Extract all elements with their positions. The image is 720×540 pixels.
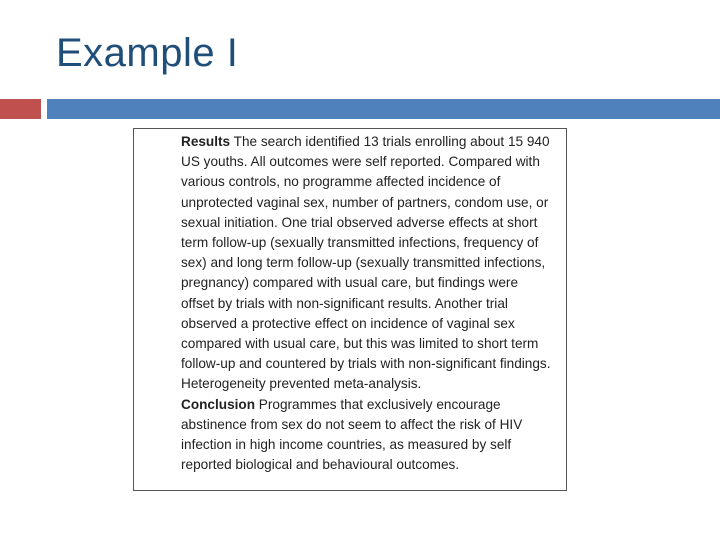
- title-accent-bar-red: [0, 99, 41, 119]
- results-paragraph: [181, 132, 551, 395]
- slide-title: Example I: [56, 31, 239, 75]
- abstract-excerpt: [133, 128, 567, 491]
- conclusion-text: Programmes that exclusively encourage abstinence from sex do not seem to affect the risk of HIV infection in high income countries, as measured by self reported biological and behavioural outcomes.: [181, 396, 523, 473]
- results-label: Results: [181, 134, 231, 149]
- conclusion-paragraph: [181, 395, 551, 476]
- conclusion-label: Conclusion: [181, 396, 256, 412]
- results-text: The search identified 13 trials enrolling about 15 940 US youths. All outcomes were self reported. Compared with various controls, no programme affected incidence of unprotected vaginal sex, number of partners, condom use, or sexual initiation. One trial observed adverse effects at short term follow-up (sexually transmitted infections, frequency of sex) and long term follow-up (sexually transmitted infections, pregnancy) compared with usual care, but findings were offset by trials with non-significant results. Another trial observed a protective effect on incidence of vaginal sex compared with usual care, but this was limited to short term follow-up and countered by trials with non-significant findings. Heterogeneity prevented meta-analysis.: [181, 134, 551, 392]
- title-accent-bar-blue: [47, 99, 720, 119]
- abstract-body: [181, 132, 551, 475]
